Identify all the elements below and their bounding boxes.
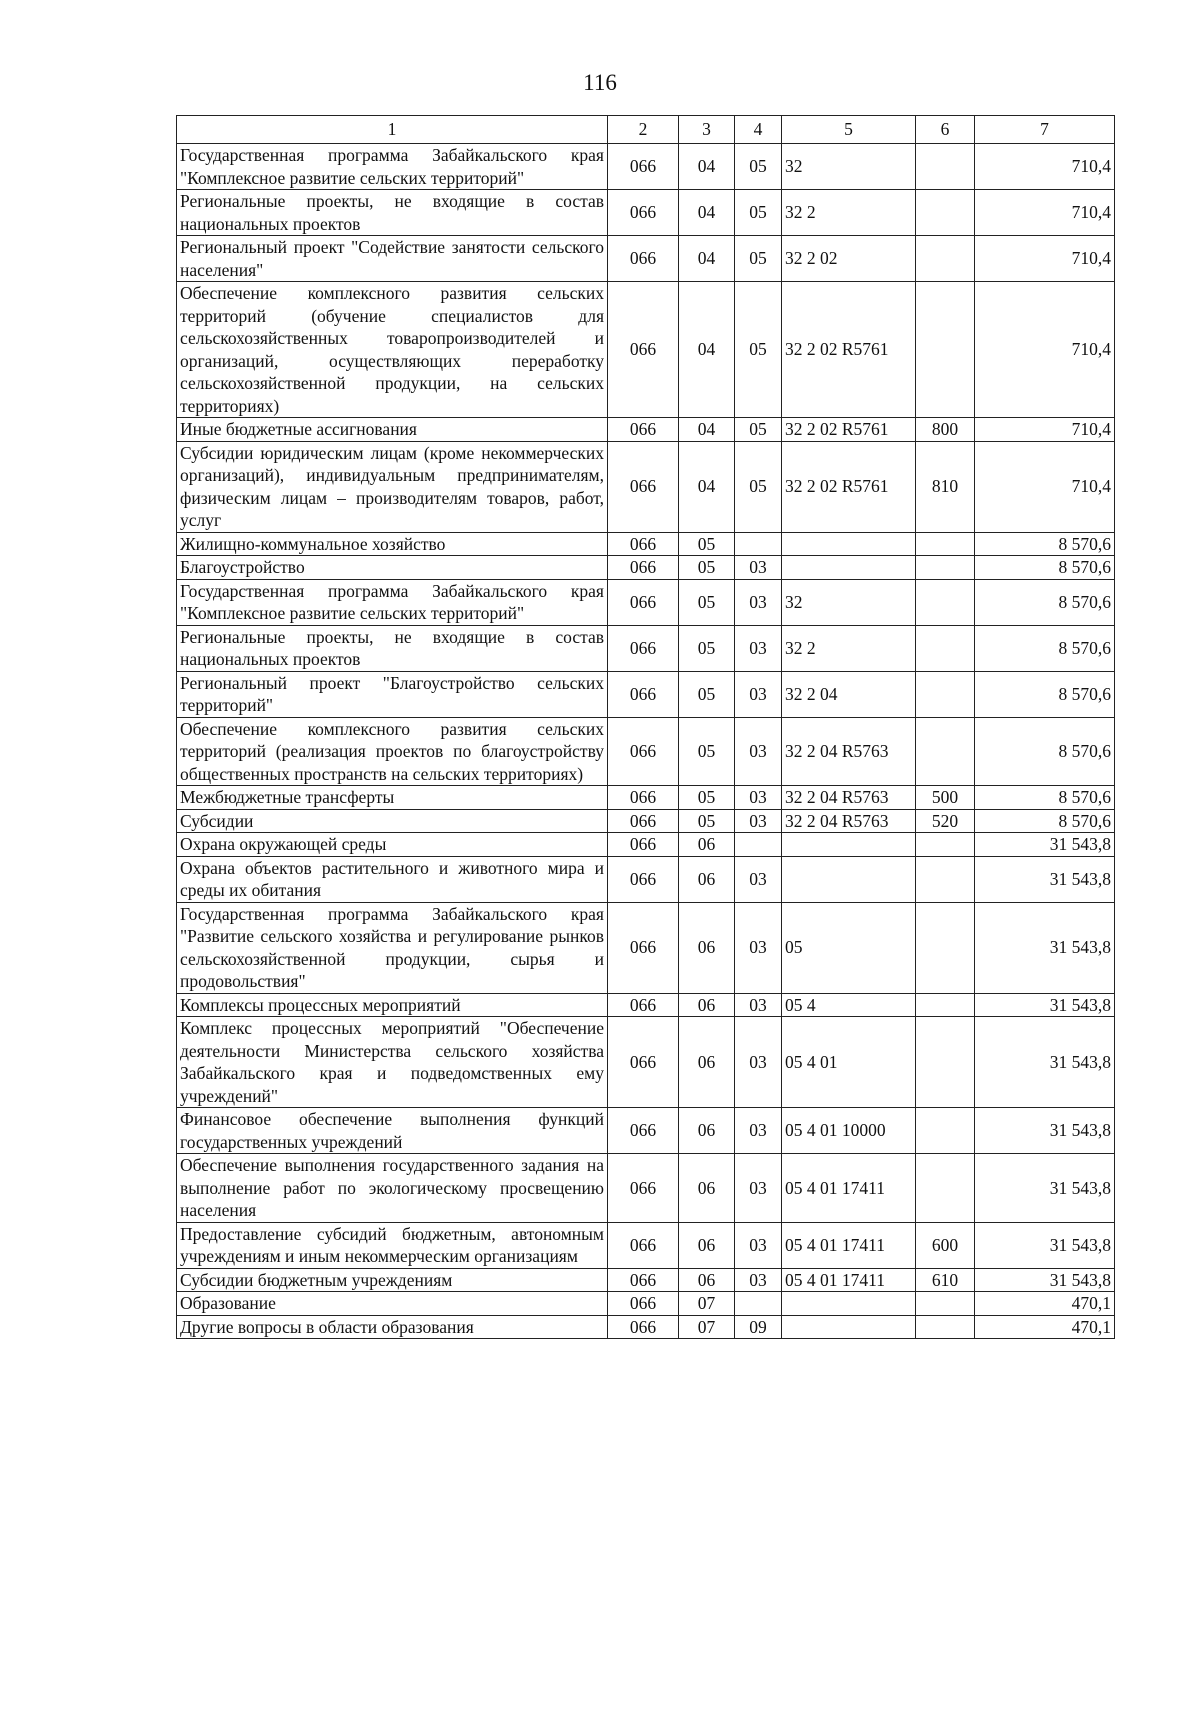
ministry-code: 066 — [608, 1154, 679, 1223]
expense-type-code — [916, 190, 975, 236]
amount: 8 570,6 — [975, 625, 1115, 671]
amount: 8 570,6 — [975, 717, 1115, 786]
amount: 8 570,6 — [975, 532, 1115, 556]
section-code: 05 — [679, 532, 735, 556]
row-name: Государственная программа Забайкальского края "Развитие сельского хозяйства и регулирование рынков сельскохозяйственной продукции, сырья и продовольствия" — [177, 902, 608, 993]
subsection-code: 03 — [735, 902, 782, 993]
expense-type-code — [916, 532, 975, 556]
target-article-code: 32 2 04 R5763 — [782, 717, 916, 786]
table-row — [177, 282, 1115, 418]
table-row — [177, 786, 1115, 810]
ministry-code: 066 — [608, 1315, 679, 1339]
expense-type-code — [916, 671, 975, 717]
expense-type-code — [916, 833, 975, 857]
section-code: 06 — [679, 1017, 735, 1108]
section-code: 07 — [679, 1292, 735, 1316]
subsection-code: 05 — [735, 144, 782, 190]
ministry-code: 066 — [608, 579, 679, 625]
header-row — [177, 116, 1115, 144]
ministry-code: 066 — [608, 902, 679, 993]
row-name: Благоустройство — [177, 556, 608, 580]
table-row — [177, 671, 1115, 717]
section-code: 06 — [679, 1108, 735, 1154]
target-article-code — [782, 532, 916, 556]
table-row — [177, 1268, 1115, 1292]
target-article-code: 32 — [782, 144, 916, 190]
table-row — [177, 441, 1115, 532]
section-code: 05 — [679, 786, 735, 810]
target-article-code — [782, 556, 916, 580]
amount: 31 543,8 — [975, 1268, 1115, 1292]
amount: 31 543,8 — [975, 1017, 1115, 1108]
subsection-code: 05 — [735, 441, 782, 532]
ministry-code: 066 — [608, 786, 679, 810]
amount: 710,4 — [975, 236, 1115, 282]
table-row — [177, 833, 1115, 857]
row-name: Субсидии — [177, 809, 608, 833]
subsection-code: 03 — [735, 1108, 782, 1154]
column-header: 7 — [975, 116, 1115, 144]
column-header: 1 — [177, 116, 608, 144]
target-article-code: 32 — [782, 579, 916, 625]
section-code: 04 — [679, 418, 735, 442]
target-article-code: 05 4 01 10000 — [782, 1108, 916, 1154]
row-name: Обеспечение комплексного развития сельских территорий (обучение специалистов для сельскохозяйственных товаропроизводителей и организаций, осуществляющих переработку сельскохозяйственной продукции, на сельских территориях) — [177, 282, 608, 418]
target-article-code: 05 4 — [782, 993, 916, 1017]
target-article-code: 32 2 04 R5763 — [782, 786, 916, 810]
table-row — [177, 144, 1115, 190]
expense-type-code — [916, 717, 975, 786]
target-article-code — [782, 856, 916, 902]
amount: 470,1 — [975, 1315, 1115, 1339]
expense-type-code: 810 — [916, 441, 975, 532]
target-article-code: 32 2 02 — [782, 236, 916, 282]
row-name: Комплексы процессных мероприятий — [177, 993, 608, 1017]
subsection-code: 09 — [735, 1315, 782, 1339]
subsection-code: 03 — [735, 809, 782, 833]
subsection-code: 05 — [735, 282, 782, 418]
target-article-code: 32 2 — [782, 190, 916, 236]
amount: 31 543,8 — [975, 1154, 1115, 1223]
amount: 8 570,6 — [975, 809, 1115, 833]
row-name: Жилищно-коммунальное хозяйство — [177, 532, 608, 556]
section-code: 05 — [679, 556, 735, 580]
section-code: 05 — [679, 625, 735, 671]
section-code: 06 — [679, 833, 735, 857]
subsection-code: 03 — [735, 671, 782, 717]
target-article-code: 05 4 01 17411 — [782, 1154, 916, 1223]
row-name: Обеспечение комплексного развития сельских территорий (реализация проектов по благоустройству общественных пространств на сельских территориях) — [177, 717, 608, 786]
expense-type-code — [916, 144, 975, 190]
table-row — [177, 1222, 1115, 1268]
amount: 8 570,6 — [975, 786, 1115, 810]
table-row — [177, 1154, 1115, 1223]
ministry-code: 066 — [608, 144, 679, 190]
section-code: 07 — [679, 1315, 735, 1339]
column-header: 5 — [782, 116, 916, 144]
section-code: 05 — [679, 579, 735, 625]
ministry-code: 066 — [608, 1268, 679, 1292]
table-row — [177, 993, 1115, 1017]
ministry-code: 066 — [608, 809, 679, 833]
table-row — [177, 1108, 1115, 1154]
section-code: 06 — [679, 902, 735, 993]
subsection-code: 03 — [735, 717, 782, 786]
section-code: 06 — [679, 856, 735, 902]
ministry-code: 066 — [608, 418, 679, 442]
subsection-code: 05 — [735, 236, 782, 282]
section-code: 04 — [679, 144, 735, 190]
budget-table — [176, 115, 1115, 1339]
table-row — [177, 532, 1115, 556]
amount: 31 543,8 — [975, 902, 1115, 993]
subsection-code: 03 — [735, 786, 782, 810]
ministry-code: 066 — [608, 190, 679, 236]
subsection-code: 03 — [735, 1268, 782, 1292]
row-name: Субсидии бюджетным учреждениям — [177, 1268, 608, 1292]
row-name: Комплекс процессных мероприятий "Обеспечение деятельности Министерства сельского хозяйства Забайкальского края и подведомственных ему учреждений" — [177, 1017, 608, 1108]
amount: 710,4 — [975, 190, 1115, 236]
table-row — [177, 556, 1115, 580]
section-code: 04 — [679, 282, 735, 418]
target-article-code: 32 2 04 R5763 — [782, 809, 916, 833]
amount: 710,4 — [975, 144, 1115, 190]
ministry-code: 066 — [608, 282, 679, 418]
row-name: Государственная программа Забайкальского края "Комплексное развитие сельских территорий" — [177, 144, 608, 190]
subsection-code: 03 — [735, 1222, 782, 1268]
subsection-code — [735, 1292, 782, 1316]
column-header: 4 — [735, 116, 782, 144]
section-code: 04 — [679, 190, 735, 236]
row-name: Региональный проект "Содействие занятости сельского населения" — [177, 236, 608, 282]
section-code: 04 — [679, 236, 735, 282]
table-row — [177, 190, 1115, 236]
target-article-code: 05 4 01 17411 — [782, 1222, 916, 1268]
expense-type-code: 800 — [916, 418, 975, 442]
row-name: Субсидии юридическим лицам (кроме некоммерческих организаций), индивидуальным предпринимателям, физическим лицам – производителям товаров, работ, услуг — [177, 441, 608, 532]
row-name: Региональный проект "Благоустройство сельских территорий" — [177, 671, 608, 717]
amount: 710,4 — [975, 282, 1115, 418]
ministry-code: 066 — [608, 236, 679, 282]
ministry-code: 066 — [608, 1292, 679, 1316]
section-code: 06 — [679, 993, 735, 1017]
expense-type-code — [916, 282, 975, 418]
amount: 31 543,8 — [975, 1222, 1115, 1268]
ministry-code: 066 — [608, 556, 679, 580]
amount: 8 570,6 — [975, 556, 1115, 580]
expense-type-code: 600 — [916, 1222, 975, 1268]
target-article-code: 05 — [782, 902, 916, 993]
row-name: Финансовое обеспечение выполнения функций государственных учреждений — [177, 1108, 608, 1154]
subsection-code: 05 — [735, 418, 782, 442]
row-name: Межбюджетные трансферты — [177, 786, 608, 810]
section-code: 06 — [679, 1222, 735, 1268]
target-article-code — [782, 1315, 916, 1339]
section-code: 05 — [679, 717, 735, 786]
table-row — [177, 418, 1115, 442]
amount: 470,1 — [975, 1292, 1115, 1316]
ministry-code: 066 — [608, 625, 679, 671]
subsection-code: 03 — [735, 625, 782, 671]
expense-type-code — [916, 556, 975, 580]
table-row — [177, 809, 1115, 833]
amount: 31 543,8 — [975, 993, 1115, 1017]
ministry-code: 066 — [608, 1108, 679, 1154]
column-header: 3 — [679, 116, 735, 144]
expense-type-code: 610 — [916, 1268, 975, 1292]
subsection-code — [735, 833, 782, 857]
table-row — [177, 717, 1115, 786]
ministry-code: 066 — [608, 856, 679, 902]
amount: 31 543,8 — [975, 856, 1115, 902]
ministry-code: 066 — [608, 1222, 679, 1268]
target-article-code: 32 2 02 R5761 — [782, 418, 916, 442]
table-row — [177, 236, 1115, 282]
subsection-code — [735, 532, 782, 556]
table-row — [177, 625, 1115, 671]
row-name: Обеспечение выполнения государственного задания на выполнение работ по экологическому просвещению населения — [177, 1154, 608, 1223]
subsection-code: 03 — [735, 579, 782, 625]
expense-type-code — [916, 856, 975, 902]
ministry-code: 066 — [608, 671, 679, 717]
amount: 31 543,8 — [975, 1108, 1115, 1154]
ministry-code: 066 — [608, 717, 679, 786]
expense-type-code — [916, 1315, 975, 1339]
ministry-code: 066 — [608, 532, 679, 556]
page-number: 116 — [583, 70, 617, 95]
subsection-code: 03 — [735, 1154, 782, 1223]
row-name: Региональные проекты, не входящие в состав национальных проектов — [177, 625, 608, 671]
section-code: 05 — [679, 809, 735, 833]
expense-type-code — [916, 902, 975, 993]
target-article-code: 32 2 04 — [782, 671, 916, 717]
table-row — [177, 1017, 1115, 1108]
table-row — [177, 856, 1115, 902]
row-name: Предоставление субсидий бюджетным, автономным учреждениям и иным некоммерческим организациям — [177, 1222, 608, 1268]
expense-type-code — [916, 993, 975, 1017]
table-row — [177, 579, 1115, 625]
target-article-code: 05 4 01 17411 — [782, 1268, 916, 1292]
section-code: 06 — [679, 1154, 735, 1223]
amount: 710,4 — [975, 418, 1115, 442]
target-article-code: 32 2 02 R5761 — [782, 282, 916, 418]
subsection-code: 03 — [735, 993, 782, 1017]
target-article-code — [782, 833, 916, 857]
ministry-code: 066 — [608, 833, 679, 857]
row-name: Другие вопросы в области образования — [177, 1315, 608, 1339]
table-row — [177, 1292, 1115, 1316]
ministry-code: 066 — [608, 993, 679, 1017]
expense-type-code — [916, 1017, 975, 1108]
amount: 31 543,8 — [975, 833, 1115, 857]
section-code: 05 — [679, 671, 735, 717]
subsection-code: 05 — [735, 190, 782, 236]
ministry-code: 066 — [608, 441, 679, 532]
section-code: 04 — [679, 441, 735, 532]
amount: 8 570,6 — [975, 579, 1115, 625]
expense-type-code — [916, 1108, 975, 1154]
row-name: Иные бюджетные ассигнования — [177, 418, 608, 442]
expense-type-code — [916, 1154, 975, 1223]
amount: 710,4 — [975, 441, 1115, 532]
target-article-code: 32 2 02 R5761 — [782, 441, 916, 532]
expense-type-code: 520 — [916, 809, 975, 833]
target-article-code — [782, 1292, 916, 1316]
expense-type-code — [916, 579, 975, 625]
expense-type-code — [916, 625, 975, 671]
row-name: Охрана окружающей среды — [177, 833, 608, 857]
table-row — [177, 902, 1115, 993]
column-header: 6 — [916, 116, 975, 144]
row-name: Государственная программа Забайкальского края "Комплексное развитие сельских территорий" — [177, 579, 608, 625]
subsection-code: 03 — [735, 1017, 782, 1108]
expense-type-code — [916, 236, 975, 282]
column-header: 2 — [608, 116, 679, 144]
expense-type-code: 500 — [916, 786, 975, 810]
row-name: Региональные проекты, не входящие в состав национальных проектов — [177, 190, 608, 236]
subsection-code: 03 — [735, 856, 782, 902]
subsection-code: 03 — [735, 556, 782, 580]
expense-type-code — [916, 1292, 975, 1316]
ministry-code: 066 — [608, 1017, 679, 1108]
section-code: 06 — [679, 1268, 735, 1292]
amount: 8 570,6 — [975, 671, 1115, 717]
table-row — [177, 1315, 1115, 1339]
row-name: Образование — [177, 1292, 608, 1316]
row-name: Охрана объектов растительного и животного мира и среды их обитания — [177, 856, 608, 902]
target-article-code: 32 2 — [782, 625, 916, 671]
target-article-code: 05 4 01 — [782, 1017, 916, 1108]
